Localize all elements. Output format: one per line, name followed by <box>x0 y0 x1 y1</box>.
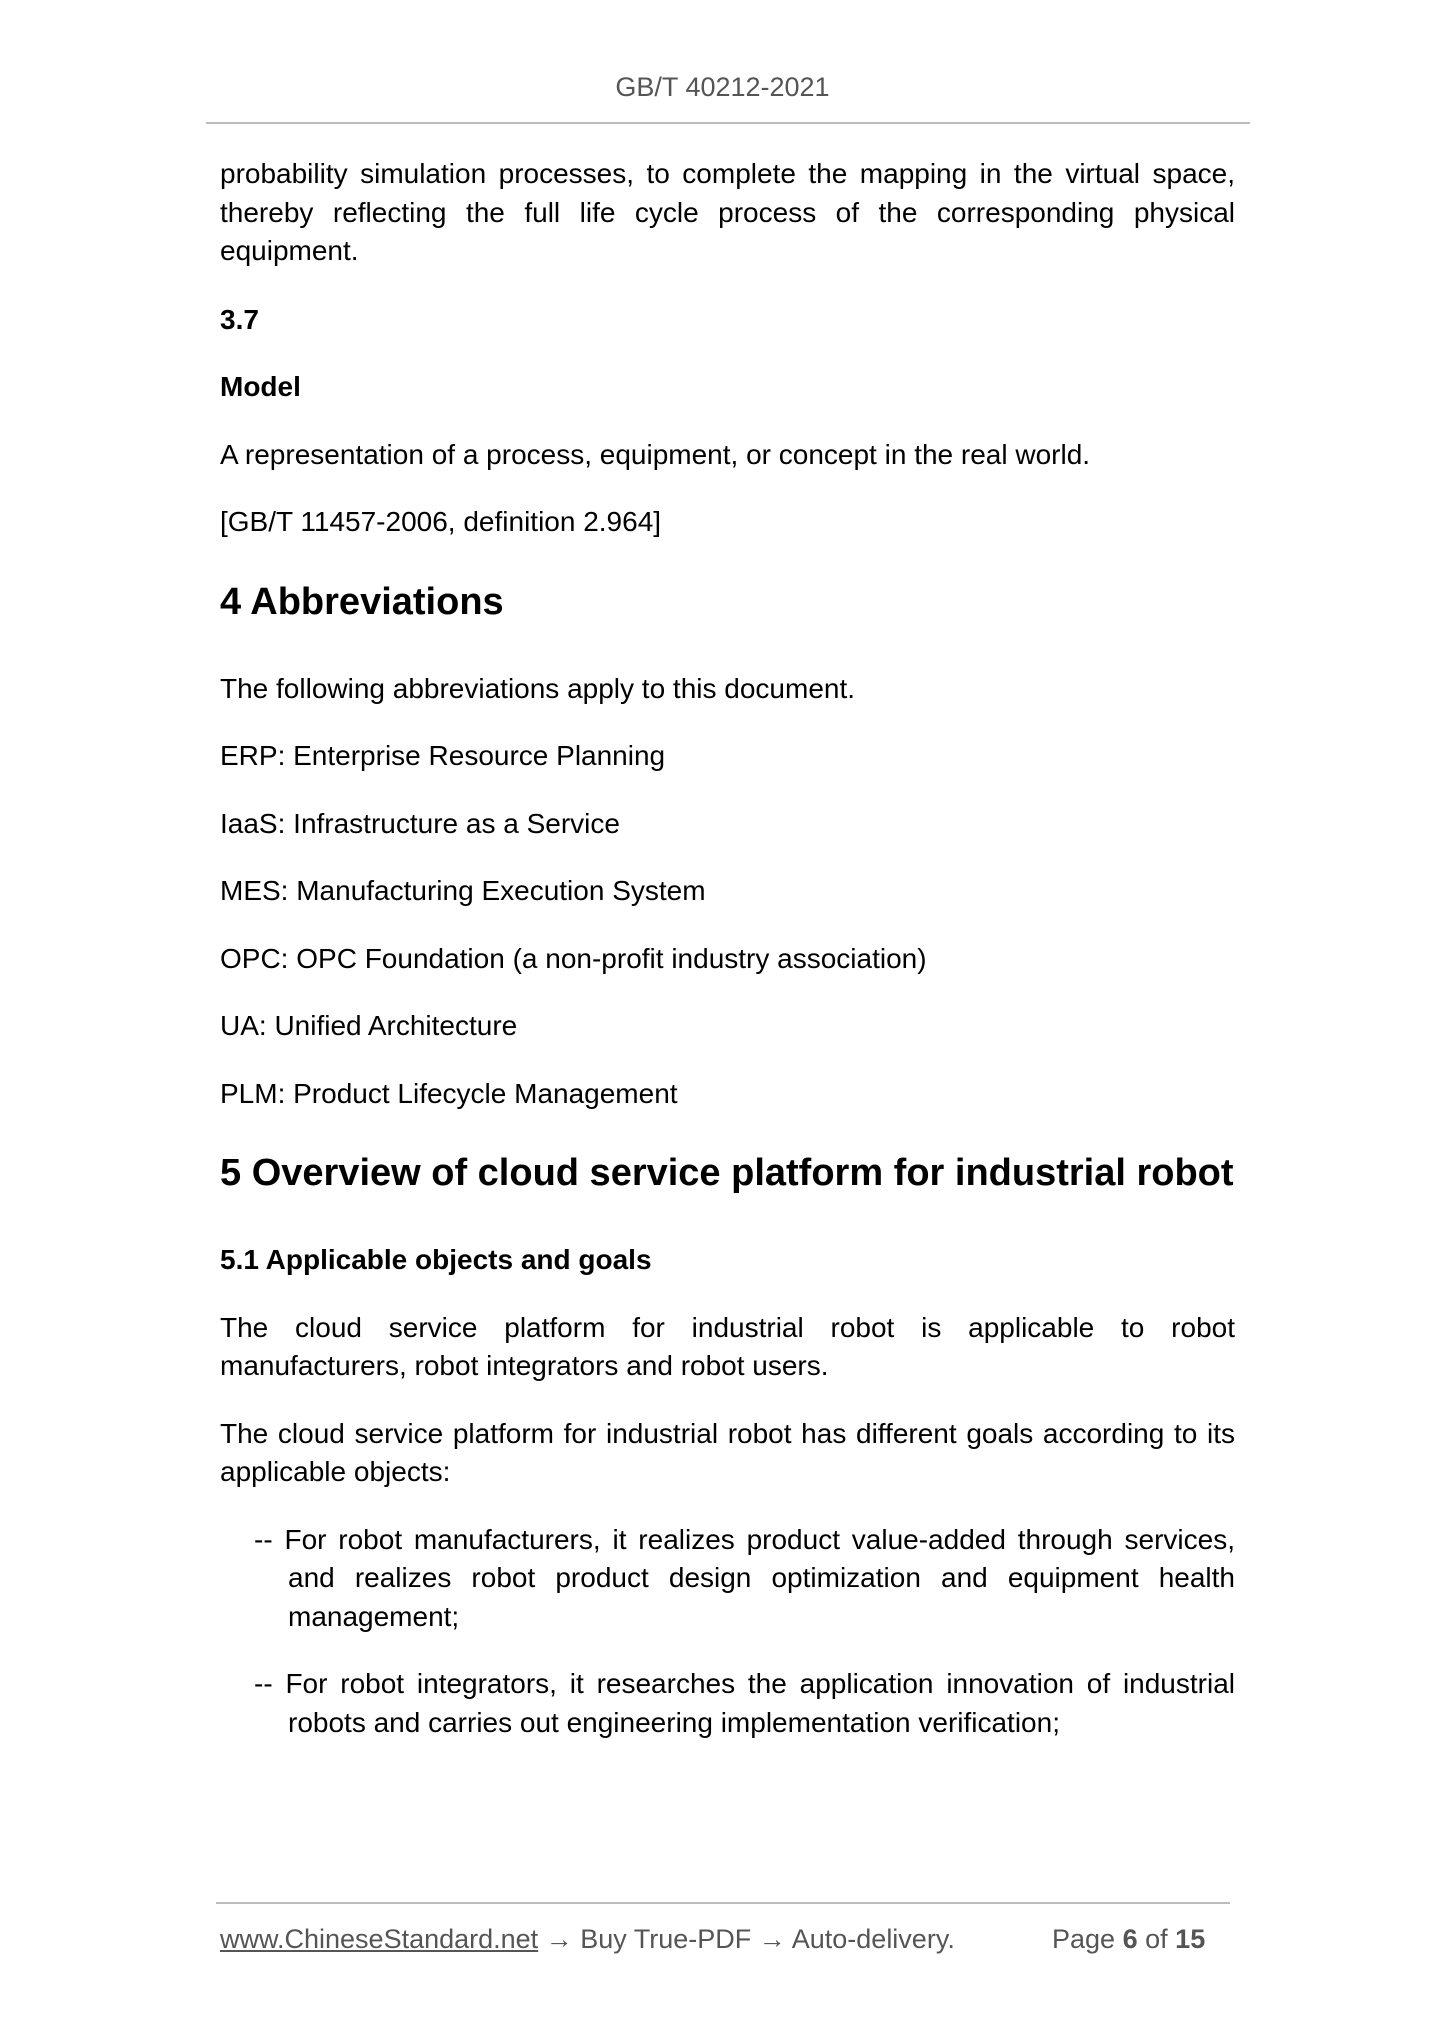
section-4-intro: The following abbreviations apply to this document. <box>220 672 856 704</box>
section-4-heading: 4 Abbreviations <box>220 580 504 623</box>
footer-website-link[interactable]: www.ChineseStandard.net <box>220 1924 539 1954</box>
of-word: of <box>1145 1924 1168 1954</box>
section-5-1-heading: 5.1 Applicable objects and goals <box>220 1244 652 1275</box>
abbreviation-item: PLM: Product Lifecycle Management <box>220 1077 678 1109</box>
clause-term: Model <box>220 371 301 402</box>
clause-number: 3.7 <box>220 303 259 335</box>
page-number: 6 <box>1122 1924 1138 1954</box>
footer-promo <box>220 1924 955 1955</box>
goal-list-item: -- For robot integrators, it researches the application innovation of industrial robots and carries out engineering implementation verification; <box>254 1668 1235 1738</box>
abbreviation-item: IaaS: Infrastructure as a Service <box>220 807 620 839</box>
clause-definition: A representation of a process, equipment, or concept in the real world. <box>220 438 1091 470</box>
abbreviation-item: ERP: Enterprise Resource Planning <box>220 740 666 771</box>
goal-list-item: -- For robot manufacturers, it realizes product value-added through services, and realizes robot product design optimization and equipment health management; <box>254 1523 1235 1632</box>
footer-divider <box>216 1902 1230 1904</box>
section-5-heading: 5 Overview of cloud service platform for industrial robot <box>220 1152 1234 1194</box>
page-word: Page <box>1052 1924 1116 1954</box>
abbreviation-item: UA: Unified Architecture <box>220 1010 518 1041</box>
page-total: 15 <box>1175 1924 1206 1954</box>
header-divider <box>206 122 1250 124</box>
page-header-title: GB/T 40212-2021 <box>615 72 830 102</box>
clause-reference: [GB/T 11457-2006, definition 2.964] <box>220 506 662 537</box>
abbreviation-item: MES: Manufacturing Execution System <box>220 875 706 906</box>
footer-promo-text: → Buy True-PDF → Auto-delivery. <box>538 1924 955 1954</box>
section-5-1-paragraph: The cloud service platform for industrial robot has different goals according to its applicable objects: <box>220 1417 1235 1487</box>
document-body <box>220 155 1235 1742</box>
intro-paragraph: probability simulation processes, to complete the mapping in the virtual space, thereby reflecting the full life cycle process of the corresponding physical equipment. <box>220 158 1235 266</box>
page-counter <box>1052 1924 1205 1955</box>
section-5-1-paragraph: The cloud service platform for industrial robot is applicable to robot manufacturers, robot integrators and robot users. <box>220 1311 1235 1381</box>
abbreviation-item: OPC: OPC Foundation (a non-profit industry association) <box>220 942 927 974</box>
